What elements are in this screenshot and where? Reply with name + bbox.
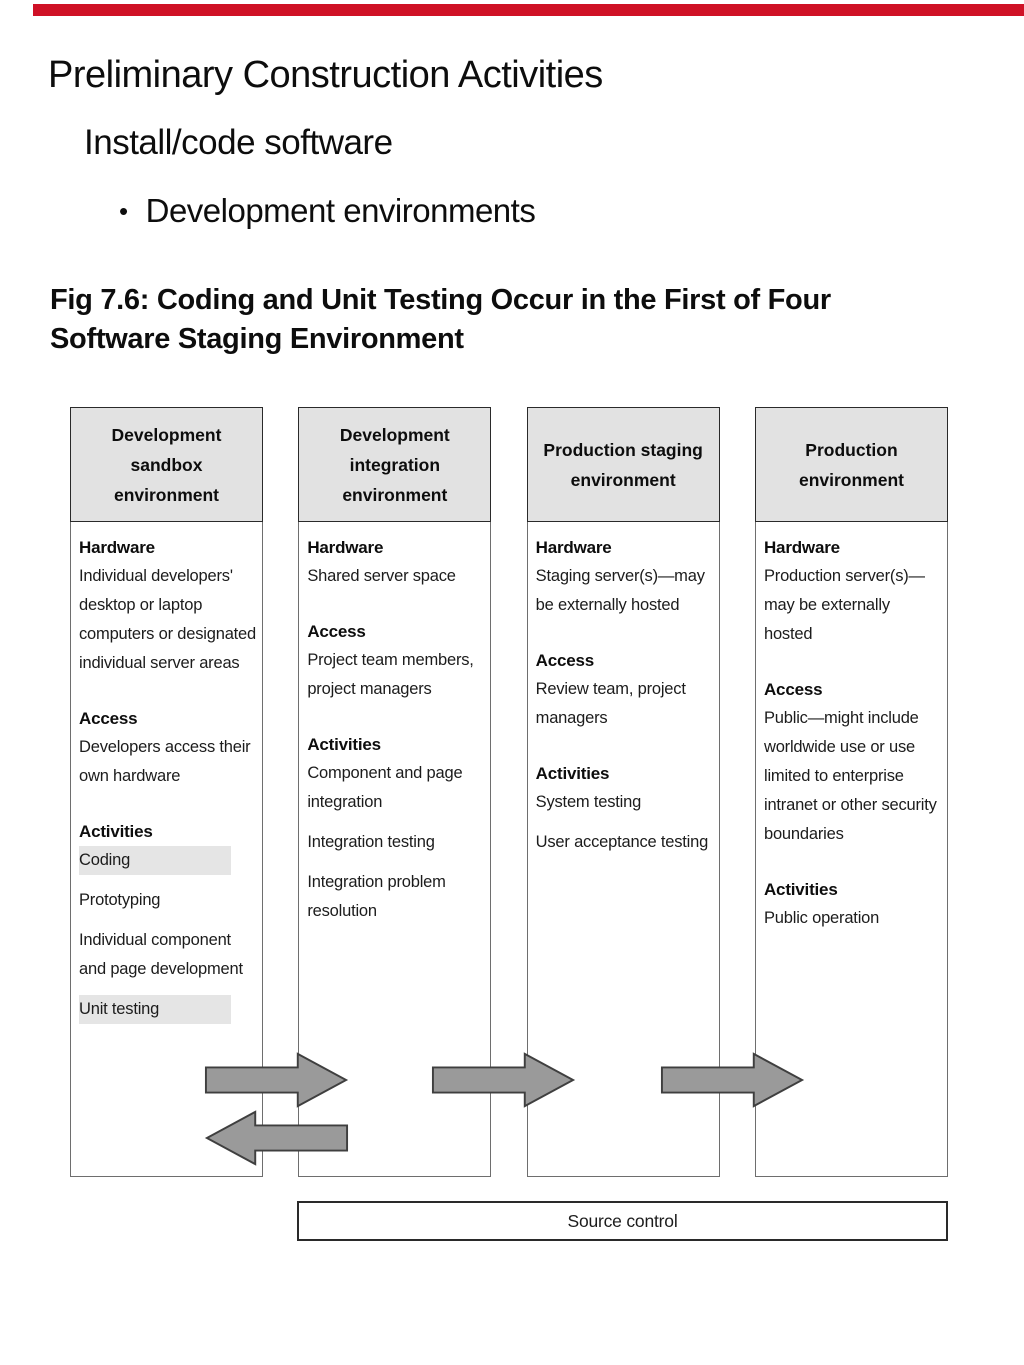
column-section	[307, 533, 484, 591]
section-heading: Hardware	[763, 538, 840, 557]
environment-column-header	[527, 407, 720, 522]
section-item: Developers access their own hardware	[79, 738, 251, 785]
column-section	[536, 759, 713, 857]
page-subtitle: Install/code software	[84, 123, 393, 162]
column-section	[536, 646, 713, 733]
section-item: Integration problem resolution	[307, 873, 446, 920]
section-heading: Activities	[763, 880, 838, 899]
figure-caption: Fig 7.6: Coding and Unit Testing Occur in the First of Four Software Staging Environment	[50, 284, 831, 355]
section-item: Project team members, project managers	[307, 651, 474, 698]
environment-column-body	[756, 521, 947, 933]
environment-column-title: Production environment	[798, 439, 904, 490]
accent-bar	[33, 4, 1024, 16]
bullet-item-label: Development environments	[145, 192, 536, 229]
section-item: Component and page integration	[307, 764, 463, 811]
column-section	[764, 533, 941, 649]
source-control-label: Source control	[567, 1210, 678, 1231]
section-item: Prototyping	[79, 891, 161, 909]
arrow-right-icon	[203, 1051, 350, 1109]
section-item: Individual developers' desktop or laptop computers or designated individual server areas	[79, 567, 257, 672]
bullet-icon: •	[119, 196, 128, 226]
environment-column-title: Development sandbox environment	[111, 424, 222, 505]
page-title: Preliminary Construction Activities	[48, 54, 603, 96]
section-item: Shared server space	[307, 567, 456, 585]
section-item: Public operation	[763, 909, 880, 927]
column-section	[307, 730, 484, 926]
environment-column-body	[528, 521, 719, 857]
environment-column-title: Development integration environment	[339, 424, 450, 505]
section-heading: Hardware	[307, 538, 384, 557]
environment-column-header	[298, 407, 491, 522]
column-section	[536, 533, 713, 620]
environment-column-header	[755, 407, 948, 522]
column-section	[79, 704, 256, 791]
column-section	[79, 817, 256, 1024]
section-item: User acceptance testing	[535, 833, 709, 851]
environment-column-body	[71, 521, 262, 1024]
arrow-left-icon	[203, 1109, 350, 1167]
bullet-item	[119, 192, 535, 230]
column-section	[764, 875, 941, 933]
section-heading: Access	[307, 622, 366, 641]
source-control-box	[297, 1201, 948, 1241]
section-heading: Hardware	[535, 538, 612, 557]
section-item: Integration testing	[307, 833, 435, 851]
arrow-right-icon	[430, 1051, 577, 1109]
section-heading: Activities	[535, 764, 610, 783]
section-item-highlighted: Unit testing	[79, 995, 231, 1024]
section-item: Staging server(s)—may be externally hosted	[535, 567, 705, 614]
section-heading: Activities	[307, 735, 381, 754]
section-heading: Hardware	[79, 538, 155, 557]
section-heading: Access	[535, 651, 595, 670]
arrow-right-icon	[659, 1051, 806, 1109]
column-section	[307, 617, 484, 704]
section-item: Individual component and page development	[79, 931, 243, 978]
column-section	[764, 675, 941, 849]
section-item: Public—might include worldwide use or use limited to enterprise intranet or other security boundaries	[763, 709, 937, 843]
section-heading: Access	[763, 680, 823, 699]
environment-column-header	[70, 407, 263, 522]
section-item: System testing	[535, 793, 642, 811]
section-heading: Activities	[79, 822, 153, 841]
environment-column-body	[299, 521, 490, 926]
section-item: Review team, project managers	[535, 680, 686, 727]
section-item-highlighted: Coding	[79, 846, 231, 875]
column-section	[79, 533, 256, 678]
environment-column-title: Production staging environment	[543, 439, 703, 490]
section-item: Production server(s)—may be externally hosted	[763, 567, 925, 643]
section-heading: Access	[79, 709, 138, 728]
